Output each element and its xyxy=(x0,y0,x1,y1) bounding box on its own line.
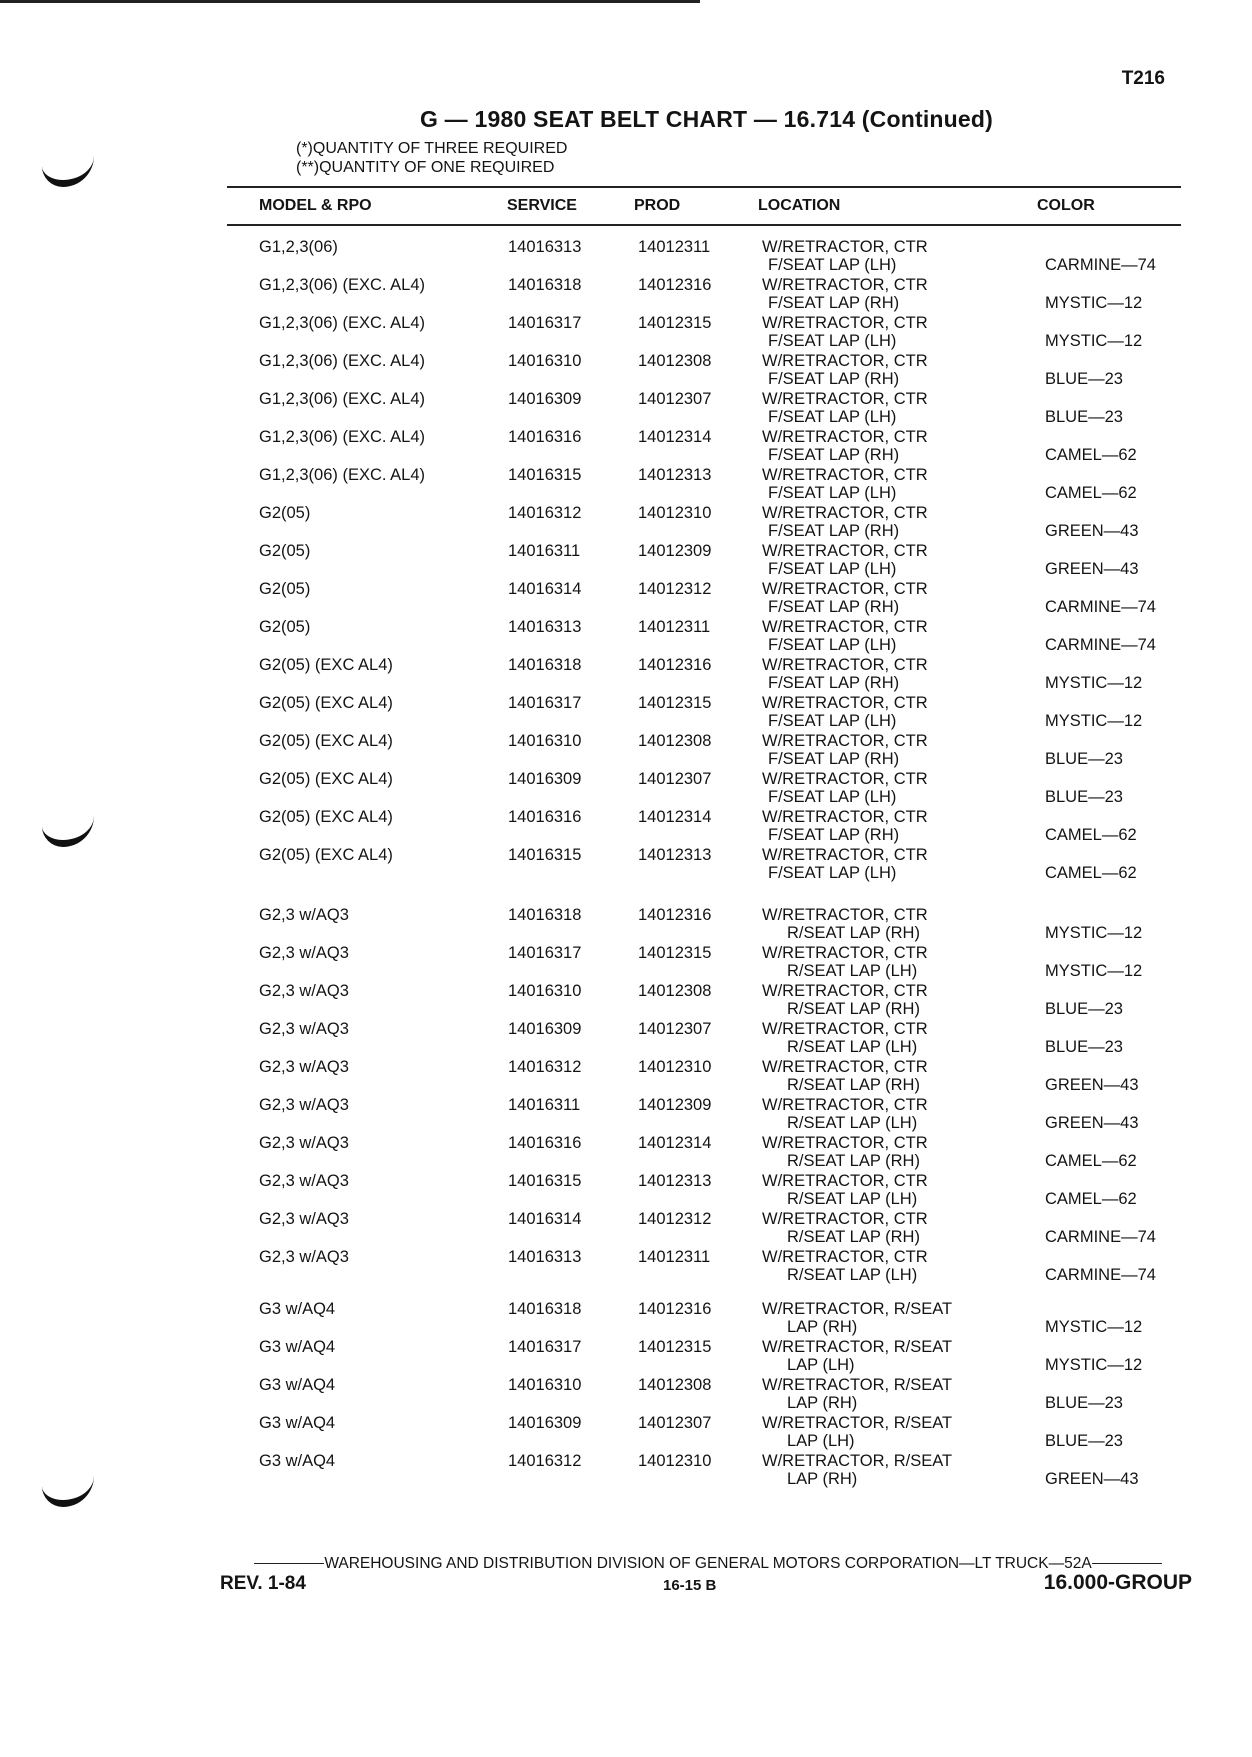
cell-location-line1: W/RETRACTOR, CTR xyxy=(762,1172,928,1190)
cell-color: CARMINE—74 xyxy=(1045,256,1156,274)
cell-color: CARMINE—74 xyxy=(1045,636,1156,654)
cell-location-line2: F/SEAT LAP (LH) xyxy=(768,560,897,578)
cell-location-line2: LAP (LH) xyxy=(787,1356,855,1374)
cell-location-line1: W/RETRACTOR, CTR xyxy=(762,428,928,446)
cell-prod: 14012310 xyxy=(638,1058,712,1076)
cell-color: CARMINE—74 xyxy=(1045,598,1156,616)
cell-color: CARMINE—74 xyxy=(1045,1228,1156,1246)
table-row xyxy=(0,1172,1252,1210)
cell-service: 14016316 xyxy=(508,428,582,446)
col-header-location: LOCATION xyxy=(758,197,841,214)
cell-model: G2(05) xyxy=(259,504,311,522)
cell-color: MYSTIC—12 xyxy=(1045,294,1143,312)
cell-prod: 14012309 xyxy=(638,542,712,560)
cell-prod: 14012311 xyxy=(638,238,711,256)
cell-color: BLUE—23 xyxy=(1045,1000,1123,1018)
table-row xyxy=(0,542,1252,580)
cell-model: G2,3 w/AQ3 xyxy=(259,906,349,924)
cell-location-line2: F/SEAT LAP (LH) xyxy=(768,484,897,502)
cell-location-line2: LAP (RH) xyxy=(787,1318,858,1336)
cell-prod: 14012311 xyxy=(638,618,711,636)
cell-location-line2: R/SEAT LAP (RH) xyxy=(787,1152,920,1170)
cell-service: 14016313 xyxy=(508,618,582,636)
cell-model: G2,3 w/AQ3 xyxy=(259,1096,349,1114)
cell-prod: 14012308 xyxy=(638,982,712,1000)
col-header-prod: PROD xyxy=(634,197,681,214)
cell-model: G2(05) (EXC AL4) xyxy=(259,808,393,826)
cell-location-line1: W/RETRACTOR, CTR xyxy=(762,732,928,750)
cell-model: G2(05) xyxy=(259,618,311,636)
cell-prod: 14012315 xyxy=(638,1338,712,1356)
cell-location-line2: R/SEAT LAP (LH) xyxy=(787,962,918,980)
cell-model: G2,3 w/AQ3 xyxy=(259,944,349,962)
cell-model: G1,2,3(06) (EXC. AL4) xyxy=(259,390,425,408)
note-quantity-one: (**)QUANTITY OF ONE REQUIRED xyxy=(296,159,555,176)
cell-service: 14016312 xyxy=(508,1452,582,1470)
cell-service: 14016309 xyxy=(508,390,582,408)
table-row xyxy=(0,1096,1252,1134)
table-row xyxy=(0,390,1252,428)
cell-model: G1,2,3(06) (EXC. AL4) xyxy=(259,428,425,446)
cell-service: 14016310 xyxy=(508,352,582,370)
cell-prod: 14012312 xyxy=(638,1210,712,1228)
cell-location-line2: F/SEAT LAP (RH) xyxy=(768,522,900,540)
cell-location-line2: F/SEAT LAP (RH) xyxy=(768,674,900,692)
table-row xyxy=(0,944,1252,982)
cell-location-line1: W/RETRACTOR, CTR xyxy=(762,580,928,598)
cell-prod: 14012307 xyxy=(638,390,712,408)
table-row xyxy=(0,694,1252,732)
cell-location-line1: W/RETRACTOR, R/SEAT xyxy=(762,1452,953,1470)
cell-location-line2: F/SEAT LAP (LH) xyxy=(768,864,897,882)
cell-service: 14016314 xyxy=(508,580,582,598)
table-row xyxy=(0,1248,1252,1286)
cell-location-line2: F/SEAT LAP (RH) xyxy=(768,598,900,616)
cell-location-line2: R/SEAT LAP (RH) xyxy=(787,1228,920,1246)
cell-color: CAMEL—62 xyxy=(1045,484,1137,502)
cell-location-line1: W/RETRACTOR, CTR xyxy=(762,1134,928,1152)
cell-model: G2,3 w/AQ3 xyxy=(259,982,349,1000)
cell-color: CARMINE—74 xyxy=(1045,1266,1156,1284)
cell-location-line1: W/RETRACTOR, CTR xyxy=(762,1058,928,1076)
table-row xyxy=(0,238,1252,276)
cell-location-line2: F/SEAT LAP (LH) xyxy=(768,256,897,274)
cell-model: G2,3 w/AQ3 xyxy=(259,1020,349,1038)
table-row xyxy=(0,1376,1252,1414)
cell-model: G1,2,3(06) xyxy=(259,238,338,256)
cell-location-line1: W/RETRACTOR, CTR xyxy=(762,1248,928,1266)
cell-color: CAMEL—62 xyxy=(1045,1190,1137,1208)
cell-location-line2: R/SEAT LAP (LH) xyxy=(787,1038,918,1056)
cell-model: G3 w/AQ4 xyxy=(259,1376,336,1394)
cell-location-line1: W/RETRACTOR, R/SEAT xyxy=(762,1300,953,1318)
cell-service: 14016312 xyxy=(508,504,582,522)
cell-location-line2: R/SEAT LAP (LH) xyxy=(787,1114,918,1132)
cell-service: 14016318 xyxy=(508,656,582,674)
cell-location-line1: W/RETRACTOR, CTR xyxy=(762,618,928,636)
table-row xyxy=(0,732,1252,770)
cell-location-line2: F/SEAT LAP (LH) xyxy=(768,788,897,806)
cell-model: G2(05) xyxy=(259,542,311,560)
col-header-service: SERVICE xyxy=(507,197,577,214)
cell-location-line2: F/SEAT LAP (RH) xyxy=(768,370,900,388)
cell-model: G2,3 w/AQ3 xyxy=(259,1058,349,1076)
cell-color: GREEN—43 xyxy=(1045,560,1139,578)
table-row xyxy=(0,846,1252,884)
cell-location-line1: W/RETRACTOR, CTR xyxy=(762,982,928,1000)
note-quantity-three: (*)QUANTITY OF THREE REQUIRED xyxy=(296,140,568,157)
cell-location-line1: W/RETRACTOR, R/SEAT xyxy=(762,1376,953,1394)
cell-prod: 14012313 xyxy=(638,846,712,864)
table-row xyxy=(0,656,1252,694)
cell-color: CAMEL—62 xyxy=(1045,446,1137,464)
cell-location-line1: W/RETRACTOR, CTR xyxy=(762,906,928,924)
cell-model: G2,3 w/AQ3 xyxy=(259,1134,349,1152)
cell-prod: 14012310 xyxy=(638,1452,712,1470)
cell-color: GREEN—43 xyxy=(1045,1114,1139,1132)
cell-location-line1: W/RETRACTOR, CTR xyxy=(762,352,928,370)
cell-service: 14016316 xyxy=(508,808,582,826)
table-row xyxy=(0,1414,1252,1452)
cell-model: G2(05) (EXC AL4) xyxy=(259,770,393,788)
cell-service: 14016316 xyxy=(508,1134,582,1152)
cell-color: MYSTIC—12 xyxy=(1045,924,1143,942)
table-row xyxy=(0,770,1252,808)
cell-model: G2(05) (EXC AL4) xyxy=(259,732,393,750)
cell-color: MYSTIC—12 xyxy=(1045,332,1143,350)
table-row xyxy=(0,428,1252,466)
cell-service: 14016309 xyxy=(508,1414,582,1432)
cell-location-line1: W/RETRACTOR, CTR xyxy=(762,770,928,788)
cell-color: MYSTIC—12 xyxy=(1045,1318,1143,1336)
table-row xyxy=(0,1058,1252,1096)
cell-model: G2,3 w/AQ3 xyxy=(259,1172,349,1190)
table-row xyxy=(0,504,1252,542)
cell-color: CAMEL—62 xyxy=(1045,826,1137,844)
cell-location-line2: F/SEAT LAP (RH) xyxy=(768,826,900,844)
cell-prod: 14012315 xyxy=(638,314,712,332)
cell-prod: 14012307 xyxy=(638,770,712,788)
cell-model: G2(05) (EXC AL4) xyxy=(259,846,393,864)
cell-service: 14016314 xyxy=(508,1210,582,1228)
group-label: 16.000-GROUP xyxy=(1043,1571,1192,1594)
cell-location-line2: F/SEAT LAP (LH) xyxy=(768,332,897,350)
table-row xyxy=(0,1338,1252,1376)
cell-service: 14016315 xyxy=(508,466,582,484)
cell-prod: 14012307 xyxy=(638,1020,712,1038)
table-row xyxy=(0,352,1252,390)
cell-prod: 14012307 xyxy=(638,1414,712,1432)
page-title: G — 1980 SEAT BELT CHART — 16.714 (Continued) xyxy=(420,106,994,132)
cell-color: MYSTIC—12 xyxy=(1045,1356,1143,1374)
cell-prod: 14012313 xyxy=(638,466,712,484)
cell-model: G3 w/AQ4 xyxy=(259,1338,336,1356)
cell-service: 14016318 xyxy=(508,906,582,924)
cell-location-line1: W/RETRACTOR, CTR xyxy=(762,542,928,560)
cell-color: BLUE—23 xyxy=(1045,1432,1123,1450)
cell-service: 14016310 xyxy=(508,732,582,750)
cell-service: 14016309 xyxy=(508,1020,582,1038)
cell-prod: 14012316 xyxy=(638,1300,712,1318)
cell-model: G3 w/AQ4 xyxy=(259,1300,336,1318)
cell-location-line2: LAP (RH) xyxy=(787,1394,858,1412)
cell-model: G1,2,3(06) (EXC. AL4) xyxy=(259,314,425,332)
cell-color: BLUE—23 xyxy=(1045,1038,1123,1056)
cell-service: 14016317 xyxy=(508,1338,582,1356)
cell-location-line1: W/RETRACTOR, CTR xyxy=(762,808,928,826)
cell-location-line2: LAP (LH) xyxy=(787,1432,855,1450)
table-row xyxy=(0,466,1252,504)
cell-color: BLUE—23 xyxy=(1045,788,1123,806)
cell-prod: 14012313 xyxy=(638,1172,712,1190)
cell-service: 14016310 xyxy=(508,1376,582,1394)
revision-label: REV. 1-84 xyxy=(220,1573,306,1594)
cell-color: CAMEL—62 xyxy=(1045,864,1137,882)
cell-prod: 14012308 xyxy=(638,732,712,750)
cell-prod: 14012314 xyxy=(638,428,712,446)
cell-color: BLUE—23 xyxy=(1045,1394,1123,1412)
cell-model: G2,3 w/AQ3 xyxy=(259,1248,349,1266)
cell-location-line2: R/SEAT LAP (RH) xyxy=(787,1000,920,1018)
cell-location-line1: W/RETRACTOR, CTR xyxy=(762,1096,928,1114)
table-row xyxy=(0,1134,1252,1172)
cell-prod: 14012316 xyxy=(638,276,712,294)
cell-prod: 14012316 xyxy=(638,906,712,924)
cell-location-line1: W/RETRACTOR, CTR xyxy=(762,656,928,674)
cell-model: G2(05) (EXC AL4) xyxy=(259,694,393,712)
cell-location-line2: F/SEAT LAP (RH) xyxy=(768,750,900,768)
cell-model: G1,2,3(06) (EXC. AL4) xyxy=(259,276,425,294)
table-row xyxy=(0,314,1252,352)
cell-location-line1: W/RETRACTOR, CTR xyxy=(762,390,928,408)
cell-model: G2,3 w/AQ3 xyxy=(259,1210,349,1228)
table-row xyxy=(0,982,1252,1020)
col-header-color: COLOR xyxy=(1037,197,1095,214)
cell-service: 14016311 xyxy=(508,542,581,560)
cell-location-line1: W/RETRACTOR, CTR xyxy=(762,504,928,522)
cell-service: 14016318 xyxy=(508,1300,582,1318)
cell-model: G1,2,3(06) (EXC. AL4) xyxy=(259,352,425,370)
sheet-id: T216 xyxy=(1121,68,1165,89)
table-row xyxy=(0,1020,1252,1058)
table-row xyxy=(0,618,1252,656)
cell-location-line1: W/RETRACTOR, CTR xyxy=(762,276,928,294)
cell-location-line2: R/SEAT LAP (LH) xyxy=(787,1190,918,1208)
cell-location-line1: W/RETRACTOR, CTR xyxy=(762,1020,928,1038)
cell-service: 14016317 xyxy=(508,314,582,332)
cell-prod: 14012309 xyxy=(638,1096,712,1114)
cell-prod: 14012308 xyxy=(638,1376,712,1394)
cell-location-line2: F/SEAT LAP (RH) xyxy=(768,294,900,312)
cell-service: 14016315 xyxy=(508,1172,582,1190)
cell-location-line2: R/SEAT LAP (RH) xyxy=(787,924,920,942)
cell-location-line2: F/SEAT LAP (LH) xyxy=(768,712,897,730)
cell-service: 14016310 xyxy=(508,982,582,1000)
page-number: 16-15 B xyxy=(663,1577,717,1594)
cell-model: G3 w/AQ4 xyxy=(259,1452,336,1470)
cell-location-line2: F/SEAT LAP (LH) xyxy=(768,408,897,426)
cell-service: 14016312 xyxy=(508,1058,582,1076)
cell-color: BLUE—23 xyxy=(1045,370,1123,388)
cell-location-line2: R/SEAT LAP (RH) xyxy=(787,1076,920,1094)
cell-service: 14016317 xyxy=(508,694,582,712)
cell-service: 14016318 xyxy=(508,276,582,294)
cell-model: G3 w/AQ4 xyxy=(259,1414,336,1432)
cell-location-line2: F/SEAT LAP (RH) xyxy=(768,446,900,464)
cell-service: 14016311 xyxy=(508,1096,581,1114)
cell-location-line1: W/RETRACTOR, CTR xyxy=(762,694,928,712)
cell-location-line1: W/RETRACTOR, CTR xyxy=(762,466,928,484)
cell-prod: 14012311 xyxy=(638,1248,711,1266)
cell-location-line1: W/RETRACTOR, CTR xyxy=(762,1210,928,1228)
cell-color: MYSTIC—12 xyxy=(1045,674,1143,692)
cell-prod: 14012315 xyxy=(638,944,712,962)
table-row xyxy=(0,276,1252,314)
cell-location-line1: W/RETRACTOR, R/SEAT xyxy=(762,1414,953,1432)
cell-prod: 14012308 xyxy=(638,352,712,370)
cell-color: MYSTIC—12 xyxy=(1045,712,1143,730)
cell-color: GREEN—43 xyxy=(1045,1470,1139,1488)
cell-prod: 14012315 xyxy=(638,694,712,712)
cell-model: G2(05) (EXC AL4) xyxy=(259,656,393,674)
cell-service: 14016313 xyxy=(508,238,582,256)
cell-prod: 14012310 xyxy=(638,504,712,522)
cell-color: BLUE—23 xyxy=(1045,408,1123,426)
cell-location-line1: W/RETRACTOR, CTR xyxy=(762,238,928,256)
cell-color: MYSTIC—12 xyxy=(1045,962,1143,980)
cell-location-line1: W/RETRACTOR, CTR xyxy=(762,944,928,962)
cell-location-line2: LAP (RH) xyxy=(787,1470,858,1488)
cell-model: G1,2,3(06) (EXC. AL4) xyxy=(259,466,425,484)
cell-location-line2: F/SEAT LAP (LH) xyxy=(768,636,897,654)
cell-service: 14016317 xyxy=(508,944,582,962)
cell-service: 14016309 xyxy=(508,770,582,788)
col-header-model: MODEL & RPO xyxy=(259,197,372,214)
cell-service: 14016315 xyxy=(508,846,582,864)
cell-color: BLUE—23 xyxy=(1045,750,1123,768)
table-row xyxy=(0,1452,1252,1490)
cell-color: CAMEL—62 xyxy=(1045,1152,1137,1170)
cell-model: G2(05) xyxy=(259,580,311,598)
cell-prod: 14012316 xyxy=(638,656,712,674)
table-row xyxy=(0,1300,1252,1338)
cell-location-line2: R/SEAT LAP (LH) xyxy=(787,1266,918,1284)
cell-service: 14016313 xyxy=(508,1248,582,1266)
cell-location-line1: W/RETRACTOR, CTR xyxy=(762,846,928,864)
footer-division-text: WAREHOUSING AND DISTRIBUTION DIVISION OF GENERAL MOTORS CORPORATION—LT TRUCK—52A xyxy=(324,1555,1092,1572)
cell-location-line1: W/RETRACTOR, R/SEAT xyxy=(762,1338,953,1356)
cell-color: GREEN—43 xyxy=(1045,1076,1139,1094)
cell-prod: 14012314 xyxy=(638,808,712,826)
table-row xyxy=(0,580,1252,618)
cell-location-line1: W/RETRACTOR, CTR xyxy=(762,314,928,332)
cell-prod: 14012314 xyxy=(638,1134,712,1152)
table-row xyxy=(0,808,1252,846)
table-row xyxy=(0,1210,1252,1248)
table-row xyxy=(0,906,1252,944)
cell-prod: 14012312 xyxy=(638,580,712,598)
cell-color: GREEN—43 xyxy=(1045,522,1139,540)
